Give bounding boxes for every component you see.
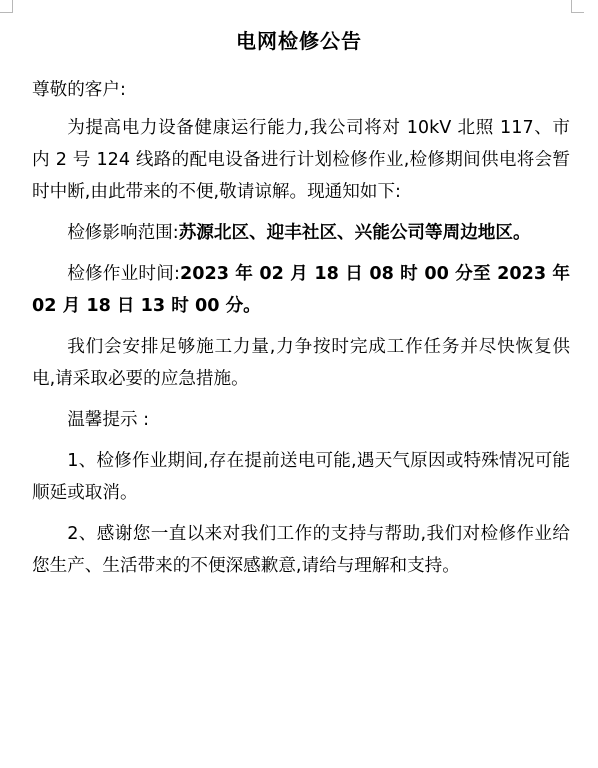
- time-value: 2023 年 02 月 18 日 08 时 00 分至 2023 年 02 月 18 日 13 时 00 分。: [32, 264, 570, 316]
- scope-label: 检修影响范围:: [67, 223, 179, 243]
- notice-body: [32, 74, 570, 591]
- time-paragraph: [32, 258, 570, 322]
- time-label: 检修作业时间:: [67, 264, 180, 284]
- tips-heading: 温馨提示 :: [67, 410, 150, 430]
- arrangement-paragraph: 我们会安排足够施工力量,力争按时完成工作任务并尽快恢复供电,请采取必要的应急措施。: [32, 337, 570, 389]
- tip-item-2: 2、感谢您一直以来对我们工作的支持与帮助,我们对检修作业给您生产、生活带来的不便深感歉意,请给与理解和支持。: [32, 524, 570, 576]
- salutation: 尊敬的客户:: [32, 80, 126, 100]
- notice-title: 电网检修公告: [236, 29, 362, 53]
- intro-paragraph: 为提高电力设备健康运行能力,我公司将对 10kV 北照 117、市内 2 号 124 线路的配电设备进行计划检修作业,检修期间供电将会暂时中断,由此带来的不便,敬请谅解。现通知如下:: [32, 118, 570, 202]
- tip-item-1: 1、检修作业期间,存在提前送电可能,遇天气原因或特殊情况可能顺延或取消。: [32, 451, 570, 503]
- scope-value: 苏源北区、迎丰社区、兴能公司等周边地区。: [178, 223, 531, 243]
- scope-paragraph: [32, 217, 570, 249]
